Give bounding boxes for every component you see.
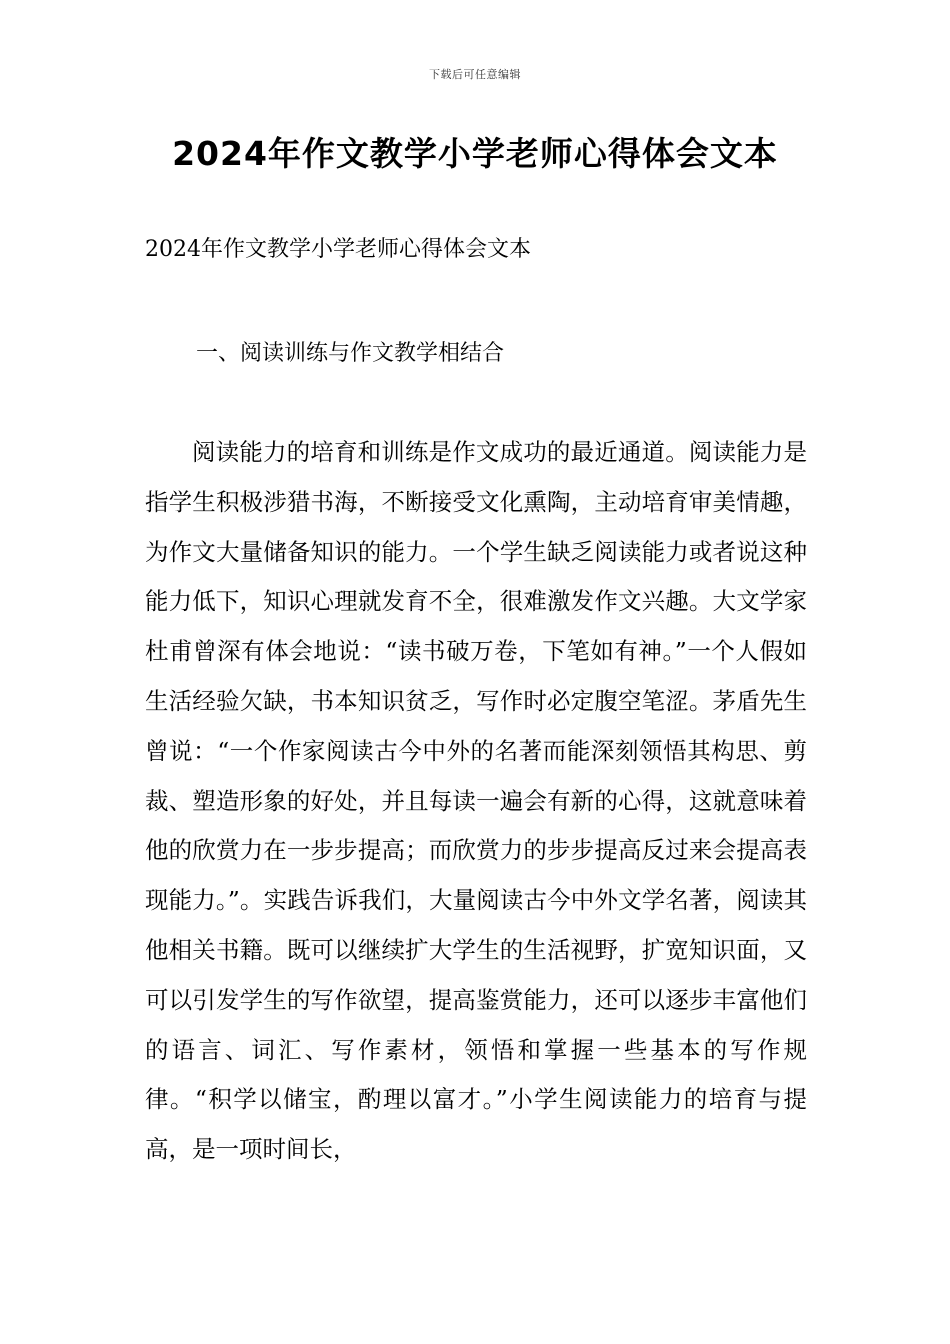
document-subtitle: 2024年作文教学小学老师心得体会文本: [145, 237, 531, 262]
document-title: 2024年作文教学小学老师心得体会文本: [172, 134, 778, 173]
body-paragraph: 阅读能力的培育和训练是作文成功的最近通道。阅读能力是指学生积极涉猎书海，不断接受文化熏陶，主动培育审美情趣，为作文大量储备知识的能力。一个学生缺乏阅读能力或者说这种能力低下，知识心理就发育不全，很难激发作文兴趣。大文学家杜甫曾深有体会地说：“读书破万卷，下笔如有神。”一个人假如生活经验欠缺，书本知识贫乏，写作时必定腹空笔涩。茅盾先生曾说：“一个作家阅读古今中外的名著而能深刻领悟其构思、剪裁、塑造形象的好处，并且每读一遍会有新的心得，这就意味着他的欣赏力在一步步提高；而欣赏力的步步提高反过来会提高表现能力。”。实践告诉我们，大量阅读古今中外文学名著，阅读其他相关书籍。既可以继续扩大学生的生活视野，扩宽知识面，又可以引发学生的写作欲望，提高鉴赏能力，还可以逐步丰富他们的语言、词汇、写作素材，领悟和掌握一些基本的写作规律。“积学以储宝，酌理以富才。”小学生阅读能力的培育与提高，是一项时间长，: [145, 438, 807, 1164]
section-heading: 一、阅读训练与作文教学相结合: [196, 341, 505, 366]
download-note: 下载后可任意编辑: [429, 68, 521, 81]
